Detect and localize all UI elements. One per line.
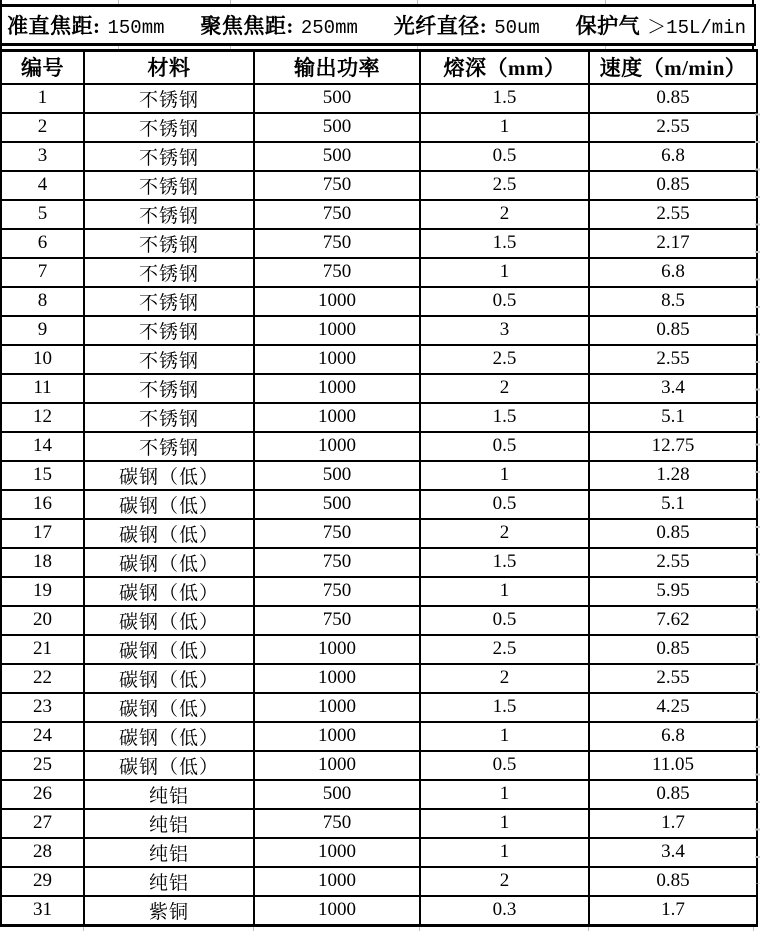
cell-material: 不锈钢: [84, 84, 254, 113]
cell-speed: 1.7: [589, 896, 757, 926]
cell-material: 不锈钢: [84, 345, 254, 374]
cell-power: 1000: [254, 287, 420, 316]
cell-speed: 2.17: [589, 229, 757, 258]
table-row: [1, 867, 757, 896]
cell-material: 碳钢（低）: [84, 693, 254, 722]
table-row: [1, 258, 757, 287]
cell-power: 500: [254, 490, 420, 519]
cell-id: 1: [1, 84, 84, 113]
table-row: [1, 461, 757, 490]
info-value: ＞15L/min: [647, 17, 746, 39]
header-row: [1, 51, 757, 84]
cell-speed: 2.55: [589, 664, 757, 693]
col-header-power: 输出功率: [254, 51, 420, 84]
table-row: [1, 780, 757, 809]
cell-speed: 0.85: [589, 867, 757, 896]
gridline-tick: [417, 46, 418, 49]
cell-depth: 1: [420, 461, 589, 490]
cell-depth: 0.5: [420, 751, 589, 780]
cell-depth: 1: [420, 113, 589, 142]
grid-left-edge: [0, 46, 2, 49]
cell-material: 不锈钢: [84, 200, 254, 229]
cell-material: 紫铜: [84, 896, 254, 926]
cell-material: 碳钢（低）: [84, 577, 254, 606]
cell-power: 750: [254, 258, 420, 287]
cell-depth: 1: [420, 809, 589, 838]
right-gridline-continuation: [755, 88, 760, 884]
table-row: [1, 84, 757, 113]
cell-power: 750: [254, 200, 420, 229]
table-row: [1, 345, 757, 374]
cell-material: 不锈钢: [84, 258, 254, 287]
cell-material: 碳钢（低）: [84, 548, 254, 577]
cell-id: 20: [1, 606, 84, 635]
cell-material: 碳钢（低）: [84, 722, 254, 751]
table-row: [1, 316, 757, 345]
table-row: [1, 838, 757, 867]
info-label: 准直焦距:: [7, 14, 101, 38]
table-row: [1, 606, 757, 635]
cell-material: 不锈钢: [84, 113, 254, 142]
cell-power: 750: [254, 548, 420, 577]
table-body: [1, 84, 757, 926]
gridline-tick: [230, 0, 231, 4]
cell-id: 11: [1, 374, 84, 403]
cell-depth: 1: [420, 577, 589, 606]
col-header-material: 材料: [84, 51, 254, 84]
cell-material: 纯铝: [84, 838, 254, 867]
cell-speed: 7.62: [589, 606, 757, 635]
col-header-id: 编号: [1, 51, 84, 84]
cell-material: 碳钢（低）: [84, 751, 254, 780]
cell-material: 不锈钢: [84, 171, 254, 200]
cell-depth: 0.5: [420, 490, 589, 519]
cell-material: 碳钢（低）: [84, 519, 254, 548]
cell-speed: 0.85: [589, 519, 757, 548]
info-bar: [0, 4, 756, 46]
cell-id: 4: [1, 171, 84, 200]
gridline-tick: [118, 0, 119, 4]
table-row: [1, 432, 757, 461]
cell-material: 碳钢（低）: [84, 461, 254, 490]
cell-material: 碳钢（低）: [84, 606, 254, 635]
cell-depth: 2: [420, 519, 589, 548]
cell-id: 29: [1, 867, 84, 896]
gridline-tick: [230, 46, 231, 49]
cell-speed: 11.05: [589, 751, 757, 780]
cell-id: 17: [1, 519, 84, 548]
gridline-tick: [83, 927, 84, 931]
gridline-tick: [605, 46, 606, 49]
cell-depth: 3: [420, 316, 589, 345]
cell-id: 19: [1, 577, 84, 606]
table-row: [1, 403, 757, 432]
table-row: [1, 200, 757, 229]
cell-power: 1000: [254, 664, 420, 693]
table-row: [1, 635, 757, 664]
col-header-speed: 速度（m/min）: [589, 51, 757, 84]
cell-power: 500: [254, 461, 420, 490]
cell-power: 750: [254, 577, 420, 606]
cell-power: 500: [254, 113, 420, 142]
table-row: [1, 113, 757, 142]
table-row: [1, 548, 757, 577]
cell-id: 31: [1, 896, 84, 926]
mid-grid-sliver: [0, 46, 760, 49]
cell-power: 500: [254, 84, 420, 113]
info-value: 250mm: [300, 17, 358, 39]
gridline-tick: [588, 927, 589, 931]
gridline-tick: [753, 927, 754, 931]
gridline-tick: [118, 46, 119, 49]
cell-depth: 1.5: [420, 229, 589, 258]
cell-material: 不锈钢: [84, 316, 254, 345]
cell-power: 750: [254, 229, 420, 258]
cell-depth: 0.5: [420, 432, 589, 461]
cell-id: 3: [1, 142, 84, 171]
cell-material: 不锈钢: [84, 142, 254, 171]
info-item-collimation-focal-length: [7, 10, 165, 40]
cell-id: 16: [1, 490, 84, 519]
cell-depth: 2.5: [420, 345, 589, 374]
cell-speed: 12.75: [589, 432, 757, 461]
table-row: [1, 693, 757, 722]
cell-material: 不锈钢: [84, 403, 254, 432]
info-item-fiber-diameter: [394, 10, 540, 40]
table-row: [1, 809, 757, 838]
cell-power: 750: [254, 606, 420, 635]
cell-depth: 1.5: [420, 403, 589, 432]
cell-depth: 2: [420, 200, 589, 229]
cell-id: 28: [1, 838, 84, 867]
cell-power: 1000: [254, 896, 420, 926]
cell-id: 26: [1, 780, 84, 809]
cell-speed: 2.55: [589, 113, 757, 142]
table-row: [1, 577, 757, 606]
bottom-grid-sliver: [0, 927, 760, 931]
cell-speed: 6.8: [589, 142, 757, 171]
cell-id: 15: [1, 461, 84, 490]
cell-id: 2: [1, 113, 84, 142]
cell-id: 12: [1, 403, 84, 432]
cell-material: 不锈钢: [84, 374, 254, 403]
cell-id: 10: [1, 345, 84, 374]
cell-power: 750: [254, 809, 420, 838]
cell-speed: 5.1: [589, 403, 757, 432]
cell-material: 碳钢（低）: [84, 664, 254, 693]
grid-right-edge: [752, 0, 754, 4]
cell-speed: 2.55: [589, 345, 757, 374]
cell-id: 23: [1, 693, 84, 722]
cell-speed: 0.85: [589, 635, 757, 664]
cell-depth: 1: [420, 838, 589, 867]
cell-speed: 4.25: [589, 693, 757, 722]
cell-id: 25: [1, 751, 84, 780]
cell-depth: 0.5: [420, 142, 589, 171]
table-row: [1, 722, 757, 751]
cell-power: 500: [254, 142, 420, 171]
cell-speed: 0.85: [589, 316, 757, 345]
cell-material: 纯铝: [84, 780, 254, 809]
info-label: 光纤直径:: [393, 14, 488, 38]
cell-id: 9: [1, 316, 84, 345]
cell-material: 不锈钢: [84, 287, 254, 316]
cell-depth: 0.3: [420, 896, 589, 926]
grid-right-edge: [752, 46, 754, 49]
cell-depth: 1.5: [420, 548, 589, 577]
cell-power: 1000: [254, 316, 420, 345]
cell-power: 1000: [254, 403, 420, 432]
cell-power: 1000: [254, 432, 420, 461]
cell-power: 500: [254, 780, 420, 809]
table-row: [1, 142, 757, 171]
table-row: [1, 374, 757, 403]
cell-depth: 1: [420, 780, 589, 809]
cell-speed: 5.95: [589, 577, 757, 606]
table-row: [1, 664, 757, 693]
cell-id: 24: [1, 722, 84, 751]
cell-speed: 0.85: [589, 171, 757, 200]
info-value: 150mm: [107, 17, 165, 39]
cell-speed: 2.55: [589, 200, 757, 229]
table-row: [1, 229, 757, 258]
cell-depth: 0.5: [420, 287, 589, 316]
cell-id: 7: [1, 258, 84, 287]
gridline-tick: [605, 0, 606, 4]
top-grid-sliver: [0, 0, 760, 4]
cell-depth: 2.5: [420, 171, 589, 200]
cell-id: 8: [1, 287, 84, 316]
cell-depth: 1.5: [420, 693, 589, 722]
gridline-tick: [419, 927, 420, 931]
cell-speed: 1.7: [589, 809, 757, 838]
cell-material: 碳钢（低）: [84, 635, 254, 664]
info-label: 聚焦焦距:: [200, 14, 294, 38]
gridline-tick: [253, 927, 254, 931]
cell-power: 750: [254, 171, 420, 200]
cell-depth: 2: [420, 664, 589, 693]
cell-power: 750: [254, 519, 420, 548]
cell-material: 不锈钢: [84, 229, 254, 258]
cell-id: 5: [1, 200, 84, 229]
cell-power: 1000: [254, 722, 420, 751]
cell-speed: 2.55: [589, 548, 757, 577]
table-row: [1, 751, 757, 780]
cell-speed: 0.85: [589, 84, 757, 113]
cell-id: 27: [1, 809, 84, 838]
cell-speed: 5.1: [589, 490, 757, 519]
info-value: 50um: [494, 17, 540, 39]
col-header-depth: 熔深（mm）: [420, 51, 589, 84]
cell-depth: 0.5: [420, 606, 589, 635]
table-row: [1, 490, 757, 519]
cell-material: 纯铝: [84, 809, 254, 838]
cell-power: 1000: [254, 635, 420, 664]
cell-power: 1000: [254, 345, 420, 374]
cell-depth: 1.5: [420, 84, 589, 113]
cell-power: 1000: [254, 751, 420, 780]
table-row: [1, 171, 757, 200]
table-row: [1, 896, 757, 926]
cell-speed: 3.4: [589, 838, 757, 867]
cell-id: 22: [1, 664, 84, 693]
cell-id: 6: [1, 229, 84, 258]
cell-id: 18: [1, 548, 84, 577]
cell-speed: 3.4: [589, 374, 757, 403]
cell-id: 21: [1, 635, 84, 664]
cell-material: 不锈钢: [84, 432, 254, 461]
cell-speed: 6.8: [589, 722, 757, 751]
grid-left-edge: [0, 0, 2, 4]
cell-speed: 1.28: [589, 461, 757, 490]
cell-id: 14: [1, 432, 84, 461]
cell-depth: 2: [420, 374, 589, 403]
gridline-tick: [417, 0, 418, 4]
cell-speed: 0.85: [589, 780, 757, 809]
cell-depth: 2: [420, 867, 589, 896]
cell-depth: 2.5: [420, 635, 589, 664]
info-label: 保护气: [575, 14, 641, 38]
cell-power: 1000: [254, 374, 420, 403]
cell-power: 1000: [254, 693, 420, 722]
table-row: [1, 287, 757, 316]
cell-material: 纯铝: [84, 867, 254, 896]
cell-depth: 1: [420, 722, 589, 751]
cell-power: 1000: [254, 838, 420, 867]
info-item-shielding-gas: [576, 10, 746, 40]
cell-speed: 6.8: [589, 258, 757, 287]
cell-material: 碳钢（低）: [84, 490, 254, 519]
cell-depth: 1: [420, 258, 589, 287]
parameters-table: [0, 49, 758, 927]
table-row: [1, 519, 757, 548]
cell-speed: 8.5: [589, 287, 757, 316]
cell-power: 1000: [254, 867, 420, 896]
info-item-focusing-focal-length: [200, 10, 358, 40]
